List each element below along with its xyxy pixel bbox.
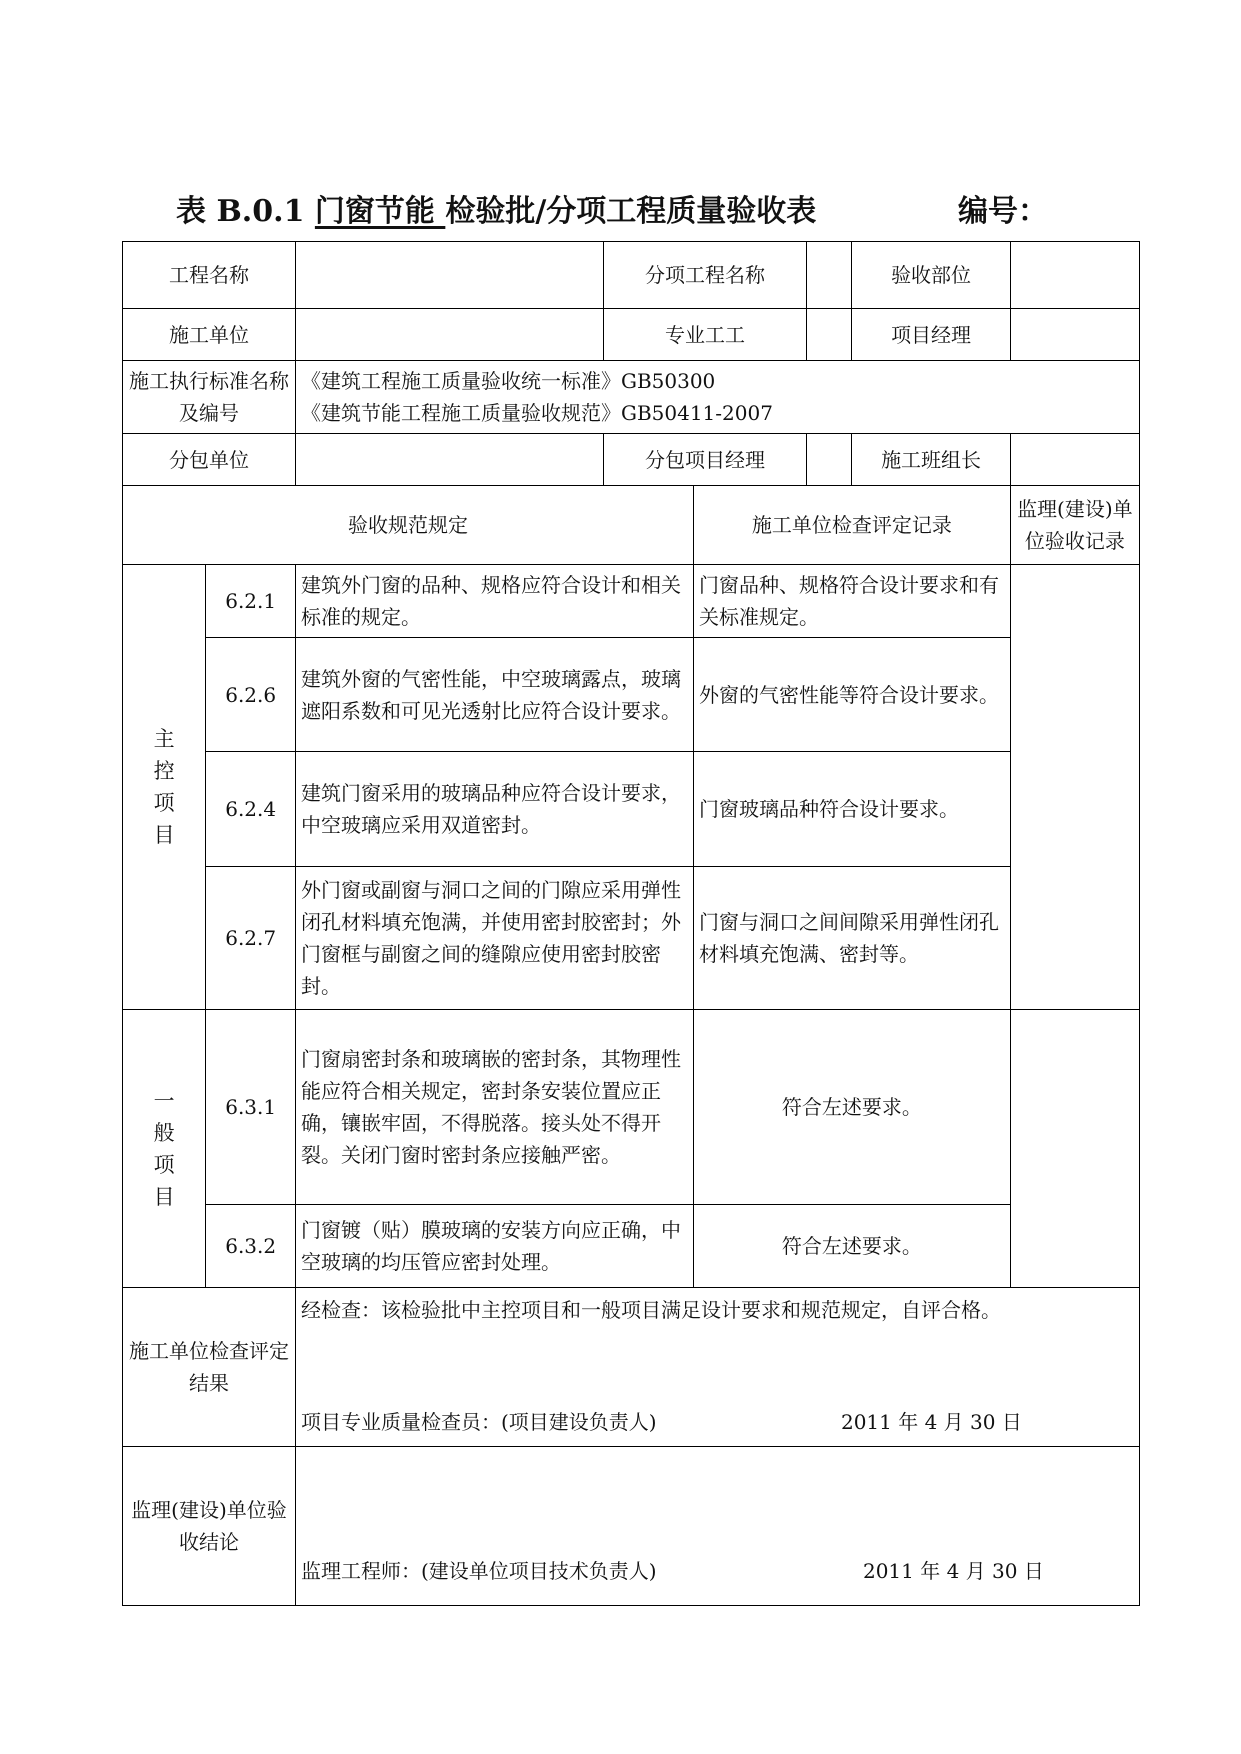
title-suffix: 检验批/分项工程质量验收表 — [445, 194, 817, 229]
form-title — [176, 190, 1076, 234]
item-record[interactable]: 门窗品种、规格符合设计要求和有关标准规定。 — [694, 565, 1011, 638]
self-check-result-row — [123, 1288, 1140, 1447]
item-record[interactable]: 符合左述要求。 — [694, 1205, 1011, 1288]
subproject-name-label: 分项工程名称 — [604, 242, 806, 309]
item-record[interactable]: 外窗的气密性能等符合设计要求。 — [694, 638, 1011, 752]
acceptance-part-label: 验收部位 — [852, 242, 1010, 309]
column-header-row — [123, 486, 1140, 565]
team-leader-label: 施工班组长 — [852, 434, 1010, 486]
item-record[interactable]: 门窗玻璃品种符合设计要求。 — [694, 752, 1011, 867]
item-code: 6.2.1 — [206, 565, 296, 638]
supervision-conclusion-row — [123, 1447, 1140, 1606]
item-code: 6.3.2 — [206, 1205, 296, 1288]
item-code: 6.2.7 — [206, 867, 296, 1010]
title-prefix: 表 B.0.1 — [176, 194, 315, 229]
supervisor-record-column-header: 监理(建设)单位验收记录 — [1010, 486, 1139, 565]
main-item-row — [123, 752, 1140, 867]
foreman-field[interactable] — [806, 309, 852, 361]
sub-manager-field[interactable] — [806, 434, 852, 486]
general-items-label — [123, 1010, 206, 1288]
team-leader-field[interactable] — [1010, 434, 1139, 486]
standard-label: 施工执行标准名称及编号 — [123, 361, 296, 434]
main-item-row — [123, 867, 1140, 1010]
item-code: 6.2.6 — [206, 638, 296, 752]
standard-1: 《建筑工程施工质量验收统一标准》GB50300 — [300, 369, 716, 393]
main-items-supervisor-record[interactable] — [1010, 565, 1139, 1010]
foreman-label: 专业工工 — [604, 309, 806, 361]
main-items-label — [123, 565, 206, 1010]
main-item-row — [123, 565, 1140, 638]
form-number-label: 编号： — [958, 194, 1048, 229]
spec-column-header: 验收规范规定 — [123, 486, 694, 565]
supervision-date: 2011 年 4 月 30 日 — [862, 1559, 1044, 1583]
standards-cell — [295, 361, 1139, 434]
project-manager-label: 项目经理 — [852, 309, 1010, 361]
item-record[interactable]: 门窗与洞口之间间隙采用弹性闭孔材料填充饱满、密封等。 — [694, 867, 1011, 1010]
subproject-name-field[interactable] — [806, 242, 852, 309]
construction-unit-label: 施工单位 — [123, 309, 296, 361]
item-spec: 建筑门窗采用的玻璃品种应符合设计要求，中空玻璃应采用双道密封。 — [295, 752, 693, 867]
project-manager-field[interactable] — [1010, 309, 1139, 361]
acceptance-form-table — [122, 241, 1140, 1606]
item-record[interactable]: 符合左述要求。 — [694, 1010, 1011, 1205]
self-check-result-cell[interactable] — [295, 1288, 1139, 1447]
subcontractor-field[interactable] — [295, 434, 603, 486]
item-spec: 门窗镀（贴）膜玻璃的安装方向应正确，中空玻璃的均压管应密封处理。 — [295, 1205, 693, 1288]
self-check-result-text: 经检查：该检验批中主控项目和一般项目满足设计要求和规范规定，自评合格。 — [300, 1298, 1001, 1322]
supervision-conclusion-label: 监理(建设)单位验收结论 — [123, 1447, 296, 1606]
item-code: 6.3.1 — [206, 1010, 296, 1205]
sub-manager-label: 分包项目经理 — [604, 434, 806, 486]
supervising-engineer-label: 监理工程师：(建设单位项目技术负责人) — [300, 1559, 657, 1583]
quality-inspector-label: 项目专业质量检查员：(项目建设负责人) — [300, 1410, 657, 1434]
item-spec: 门窗扇密封条和玻璃嵌的密封条，其物理性能应符合相关规定，密封条安装位置应正确，镶嵌牢固，不得脱落。接头处不得开裂。关闭门窗时密封条应接触严密。 — [295, 1010, 693, 1205]
project-name-field[interactable] — [295, 242, 603, 309]
title-subject: 门窗节能 — [314, 194, 446, 229]
general-item-row — [123, 1205, 1140, 1288]
supervision-conclusion-cell[interactable] — [295, 1447, 1139, 1606]
self-check-date: 2011 年 4 月 30 日 — [840, 1410, 1022, 1434]
main-item-row — [123, 638, 1140, 752]
project-name-label: 工程名称 — [123, 242, 296, 309]
self-check-result-label: 施工单位检查评定结果 — [123, 1288, 296, 1447]
general-items-supervisor-record[interactable] — [1010, 1010, 1139, 1288]
standard-2: 《建筑节能工程施工质量验收规范》GB50411-2007 — [300, 401, 773, 425]
construction-unit-field[interactable] — [295, 309, 603, 361]
item-spec: 建筑外窗的气密性能，中空玻璃露点，玻璃遮阳系数和可见光透射比应符合设计要求。 — [295, 638, 693, 752]
general-item-row — [123, 1010, 1140, 1205]
check-record-column-header: 施工单位检查评定记录 — [694, 486, 1011, 565]
general-items-label-text: 一般项目 — [153, 1088, 175, 1209]
header-row-4 — [123, 434, 1140, 486]
subcontractor-label: 分包单位 — [123, 434, 296, 486]
item-spec: 外门窗或副窗与洞口之间的门隙应采用弹性闭孔材料填充饱满，并使用密封胶密封；外门窗框与副窗之间的缝隙应使用密封胶密封。 — [295, 867, 693, 1010]
acceptance-part-field[interactable] — [1010, 242, 1139, 309]
header-row-3 — [123, 361, 1140, 434]
item-code: 6.2.4 — [206, 752, 296, 867]
item-spec: 建筑外门窗的品种、规格应符合设计和相关标准的规定。 — [295, 565, 693, 638]
header-row-1 — [123, 242, 1140, 309]
main-items-label-text: 主控项目 — [153, 727, 175, 847]
header-row-2 — [123, 309, 1140, 361]
